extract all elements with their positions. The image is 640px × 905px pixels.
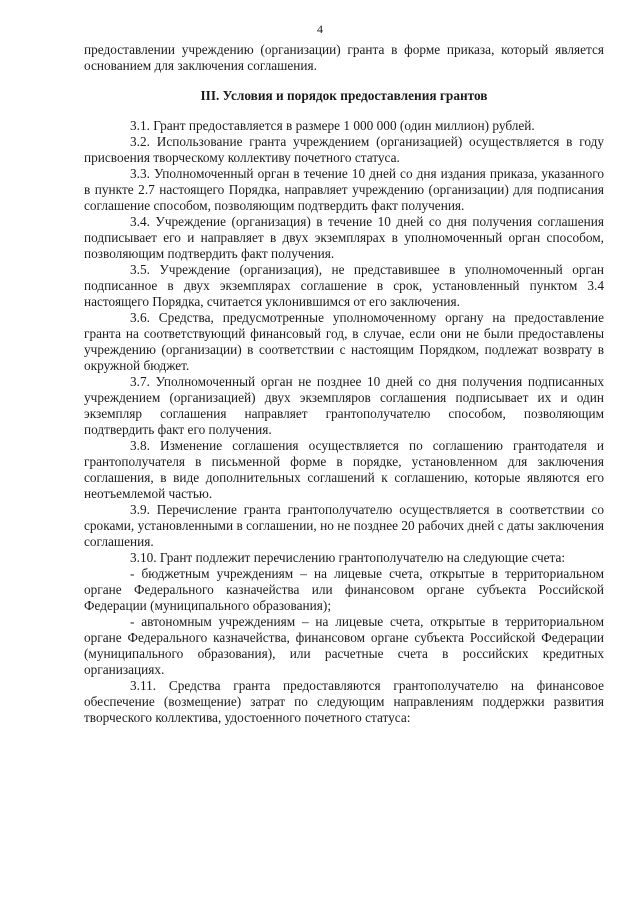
- page-number: 4: [317, 22, 323, 36]
- paragraph-3-4: 3.4. Учреждение (организация) в течение 10 дней со дня получения соглашения подписывает его и направляет в двух экземплярах в уполномоченный орган способом, позволяющим подтвердить факт получения.: [84, 214, 604, 261]
- paragraph-3-7: 3.7. Уполномоченный орган не позднее 10 дней со дня получения подписанных учреждением (организацией) двух экземпляров соглашения подписывает их и один экземпляр соглашения направляет грантополучателю способом, позволяющим подтвердить факт его получения.: [84, 374, 604, 437]
- section-heading: III. Условия и порядок предоставления грантов: [200, 88, 488, 103]
- paragraph-3-11: 3.11. Средства гранта предоставляются грантополучателю на финансовое обеспечение (возмещение) затрат по следующим направлениям поддержки развития творческого коллектива, удостоенного почетного статуса:: [84, 678, 604, 725]
- list-item-autonomous-institutions: - автономным учреждениям – на лицевые счета, открытые в территориальном органе Федерального казначейства, финансовом органе субъекта Российской Федерации (муниципального образования), или расчетные счета в российских кредитных организациях.: [84, 614, 604, 677]
- paragraph-3-1: 3.1. Грант предоставляется в размере 1 000 000 (один миллион) рублей.: [130, 118, 535, 133]
- paragraph-3-8: 3.8. Изменение соглашения осуществляется по соглашению грантодателя и грантополучателя в письменной форме в порядке, установленном для заключения соглашения, в виде дополнительных соглашений к соглашению, которые являются его неотъемлемой частью.: [84, 438, 604, 501]
- paragraph-3-10: 3.10. Грант подлежит перечислению грантополучателю на следующие счета:: [130, 550, 566, 565]
- paragraph-3-2: 3.2. Использование гранта учреждением (организацией) осуществляется в году присвоения творческому коллективу почетного статуса.: [84, 134, 604, 165]
- list-item-budget-institutions: - бюджетным учреждениям – на лицевые счета, открытые в территориальном органе Федерального казначейства или финансовом органе субъекта Российской Федерации (муниципального образования);: [84, 566, 604, 613]
- document-body: [84, 42, 604, 726]
- paragraph-3-3: 3.3. Уполномоченный орган в течение 10 дней со дня издания приказа, указанного в пункте 2.7 настоящего Порядка, направляет учреждению (организации) для подписания соглашение способом, позволяющим подтвердить факт получения.: [84, 166, 604, 213]
- intro-paragraph: предоставлении учреждению (организации) гранта в форме приказа, который является основанием для заключения соглашения.: [84, 42, 604, 73]
- paragraph-3-9: 3.9. Перечисление гранта грантополучателю осуществляется в соответствии со сроками, установленными в соглашении, но не позднее 20 рабочих дней с даты заключения соглашения.: [84, 502, 604, 549]
- paragraph-3-6: 3.6. Средства, предусмотренные уполномоченному органу на предоставление гранта на соответствующий финансовый год, в случае, если они не были предоставлены учреждению (организации) в соответствии с настоящим Порядком, подлежат возврату в окружной бюджет.: [84, 310, 604, 373]
- paragraph-3-5: 3.5. Учреждение (организация), не представившее в уполномоченный орган подписанное в двух экземплярах соглашение в срок, установленный пунктом 3.4 настоящего Порядка, считается уклонившимся от его заключения.: [84, 262, 604, 309]
